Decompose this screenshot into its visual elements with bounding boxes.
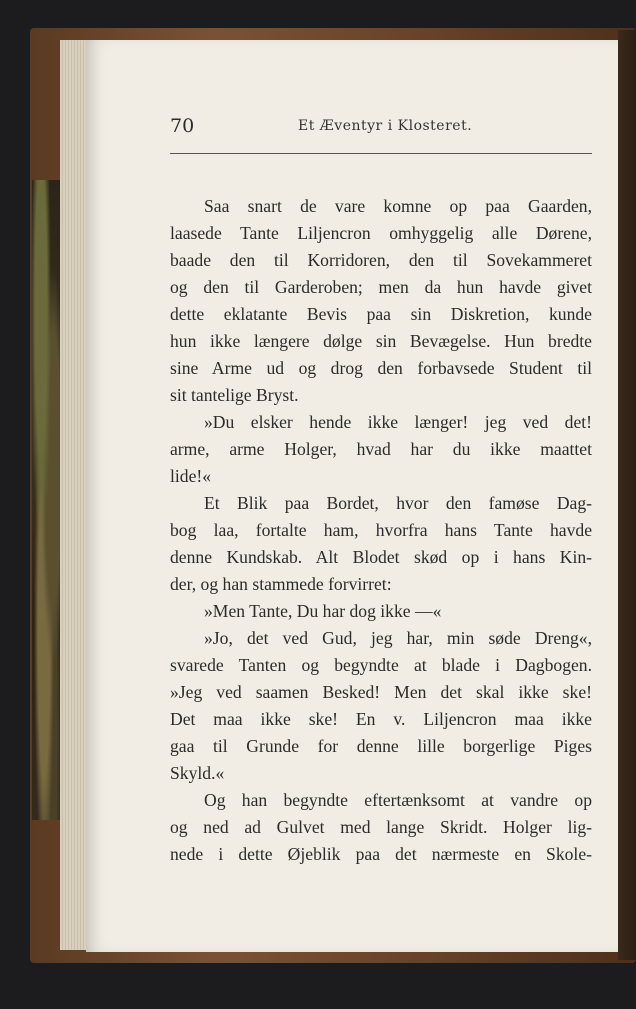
text-line: og ned ad Gulvet med lange Skridt. Holger lig-: [170, 817, 592, 837]
text-line: nede i dette Øjeblik paa det nærmeste en Skole-: [170, 844, 592, 864]
text-line: Og han begyndte eftertænksomt at vandre op: [204, 790, 592, 810]
running-title: Et Æventyr i Klosteret.: [298, 118, 473, 134]
text-line: baade den til Korridoren, den til Sovekammeret: [170, 250, 592, 270]
text-line: Et Blik paa Bordet, hvor den famøse Dag-: [204, 493, 592, 513]
text-line: bog laa, fortalte ham, hvorfra hans Tante havde: [170, 520, 592, 540]
page-number: 70: [170, 115, 195, 137]
text-line: sine Arme ud og drog den forbavsede Student til: [170, 358, 592, 378]
text-line: dette eklatante Bevis paa sin Diskretion, kunde: [170, 304, 592, 324]
header-rule: [170, 153, 592, 154]
text-line: lide!«: [170, 466, 212, 486]
text-line: arme, arme Holger, hvad har du ikke maattet: [170, 439, 592, 459]
text-line: der, og han stammede forvirret:: [170, 574, 392, 594]
text-line: »Men Tante, Du har dog ikke —«: [204, 601, 442, 621]
text-line: hun ikke længere dølge sin Bevægelse. Hun bredte: [170, 331, 592, 351]
text-line: og den til Garderoben; men da hun havde givet: [170, 277, 592, 297]
text-line: gaa til Grunde for denne lille borgerlige Piges: [170, 736, 592, 756]
text-line: laasede Tante Liljencron omhyggelig alle Dørene,: [170, 223, 592, 243]
text-line: sit tantelige Bryst.: [170, 385, 299, 405]
book-spine-shadow: [618, 30, 636, 960]
text-line: »Jo, det ved Gud, jeg har, min søde Dreng«,: [204, 628, 592, 648]
text-line: svarede Tanten og begyndte at blade i Dagbogen.: [170, 655, 592, 675]
text-line: »Jeg ved saamen Besked! Men det skal ikke ske!: [170, 682, 592, 702]
marbled-board: [32, 180, 62, 820]
text-line: denne Kundskab. Alt Blodet skød op i hans Kin-: [170, 547, 592, 567]
text-line: Saa snart de vare komne op paa Gaarden,: [204, 196, 592, 216]
body-text: [170, 193, 592, 868]
text-line: »Du elsker hende ikke længer! jeg ved det!: [204, 412, 592, 432]
text-line: Det maa ikke ske! En v. Liljencron maa ikke: [170, 709, 592, 729]
text-line: Skyld.«: [170, 763, 225, 783]
